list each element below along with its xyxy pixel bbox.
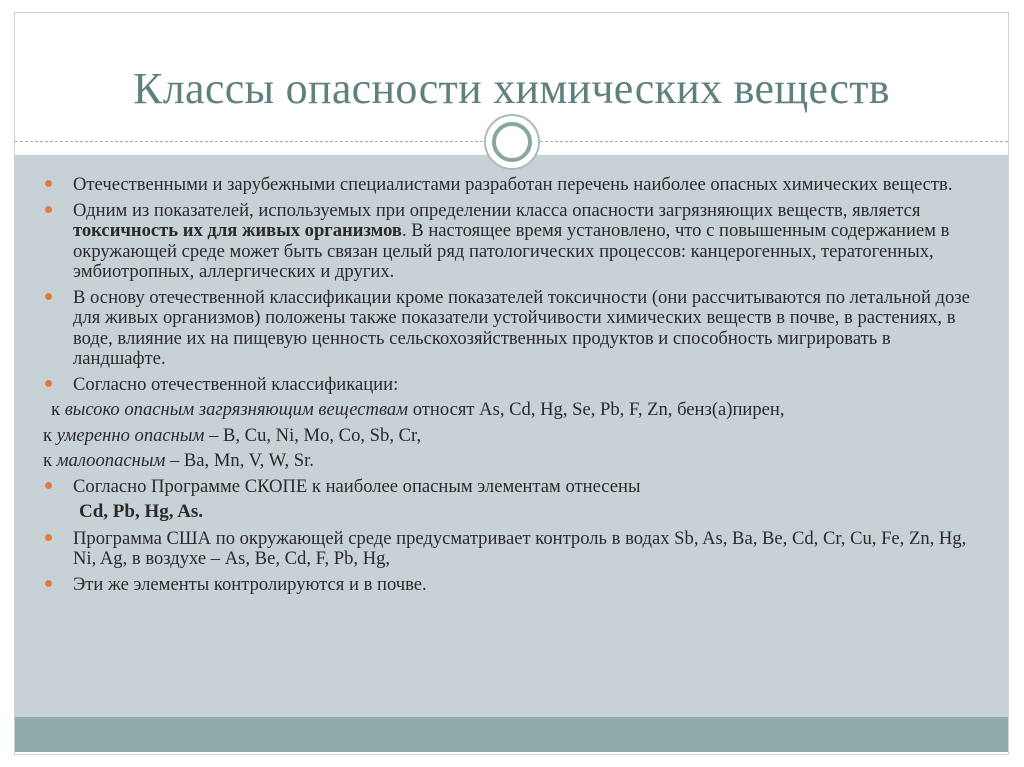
- paragraph-text: Программа США по окружающей среде предусматривает контроль в водах Sb, As, Ba, Be, Cd, Cr, Cu, Fe, Zn, Hg, Ni, Ag, в воздухе – As, Be, Cd, F, Pb, Hg,: [73, 527, 967, 569]
- list-item: [43, 477, 983, 498]
- class-name: высоко опасным загрязняющим веществам: [64, 399, 409, 420]
- class-name: малоопасным: [56, 450, 166, 471]
- bullet-icon: [45, 206, 52, 213]
- list-item: [43, 529, 983, 570]
- bullet-icon: [45, 380, 52, 387]
- list-item: [43, 575, 983, 596]
- bullet-icon: [45, 580, 52, 587]
- line-prefix: к: [43, 424, 57, 446]
- class-line-moderate: [43, 426, 983, 447]
- class-elements: – Ba, Mn, V, W, Sr.: [165, 450, 314, 471]
- bullet-icon: [45, 180, 52, 187]
- slide-title: Классы опасности химических веществ: [133, 64, 890, 113]
- paragraph-text: Отечественными и зарубежными специалистами разработан перечень наиболее опасных химических веществ.: [73, 174, 953, 195]
- class-line-high: [43, 400, 983, 421]
- paragraph-text: Согласно Программе СКОПЕ к наиболее опасным элементам отнесены: [73, 475, 641, 497]
- scope-elements: Cd, Pb, Hg, As.: [79, 501, 204, 522]
- line-prefix: к: [51, 399, 65, 420]
- class-elements: относят As, Cd, Hg, Se, Pb, F, Zn, бенз(а)пирен,: [408, 399, 785, 420]
- list-item: [43, 201, 983, 283]
- slide-body: [43, 175, 983, 600]
- paragraph-text: Одним из показателей, используемых при определении класса опасности загрязняющих веществ, является: [73, 199, 921, 221]
- paragraph-text: Эти же элементы контролируются и в почве.: [73, 573, 427, 595]
- footer-band: [15, 717, 1008, 752]
- bullet-icon: [45, 534, 52, 541]
- paragraph-text: . В настоящее время установлено, что с повышенным содержанием в окружающей среде может быть связан целый ряд патологических процессов: канцерогенных, тератогенных, эмбиотропных, аллергических и других.: [73, 220, 950, 282]
- bullet-icon: [45, 482, 52, 489]
- class-line-low: [43, 451, 983, 472]
- class-name: умеренно опасным: [56, 424, 205, 446]
- list-item: [43, 288, 983, 370]
- list-item: [43, 375, 983, 396]
- emphasis-text: токсичность их для живых организмов: [73, 220, 402, 241]
- line-prefix: к: [43, 450, 57, 471]
- class-elements: – B, Cu, Ni, Mo, Co, Sb, Cr,: [204, 424, 422, 446]
- paragraph-text: В основу отечественной классификации кроме показателей токсичности (они рассчитываются по летальной дозе для живых организмов) положены также показатели устойчивости химических веществ в почве, в растениях, в воде, влияние их на пищевую ценность сельскохозяйственных продуктов и способность мигрировать в ландшафте.: [73, 286, 970, 369]
- paragraph-text: Согласно отечественной классификации:: [73, 373, 399, 395]
- bullet-icon: [45, 293, 52, 300]
- list-item: [43, 175, 983, 196]
- circle-ornament-icon: [484, 114, 540, 170]
